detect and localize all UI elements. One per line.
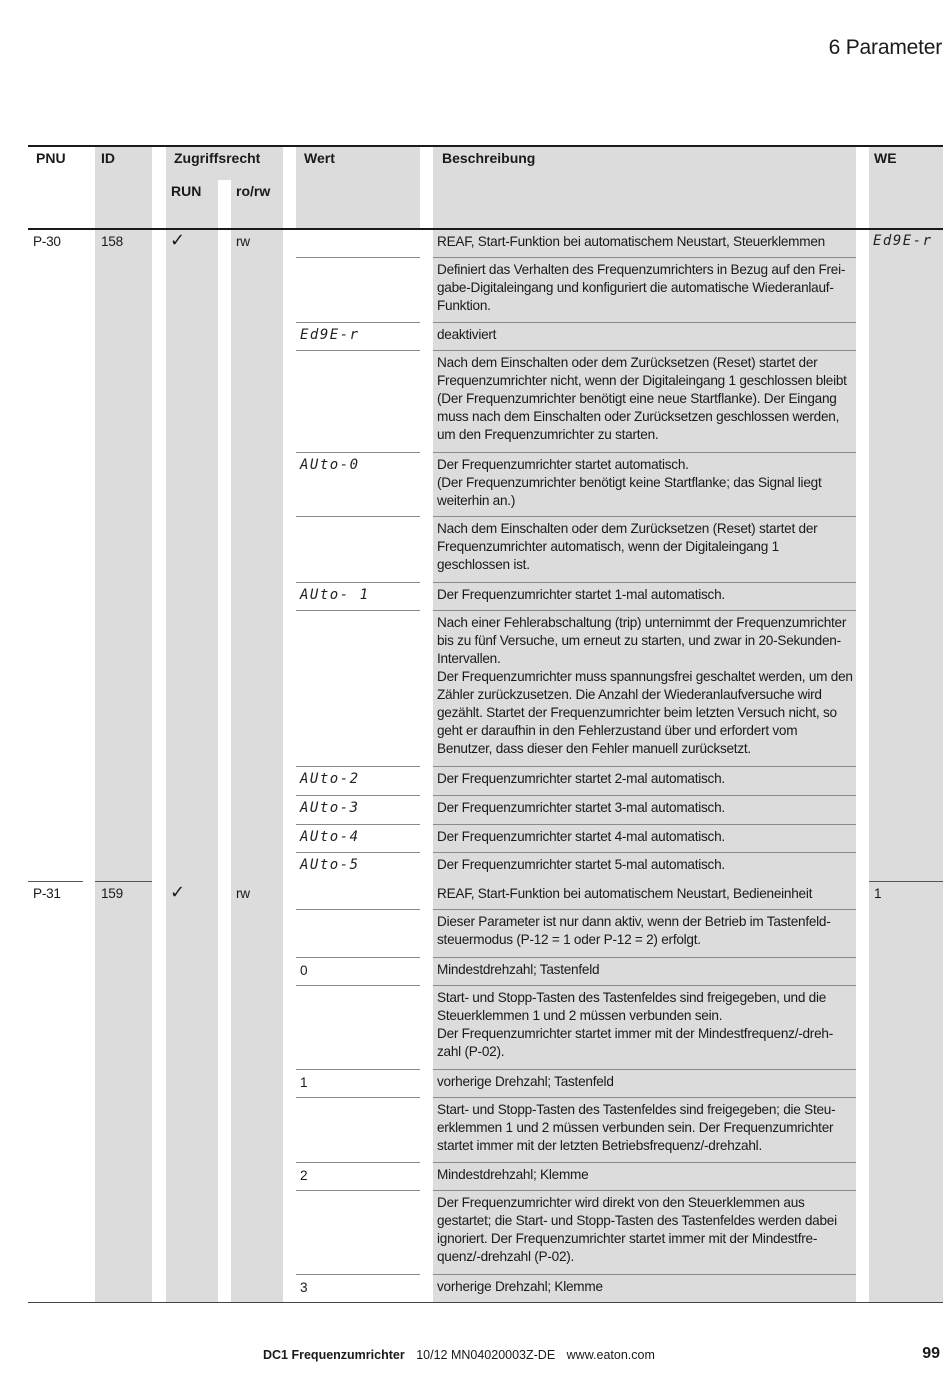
p30-row-value: AUto- 1 [300, 587, 370, 603]
p30-row-separator [433, 795, 856, 796]
p31-row-separator [433, 1190, 856, 1191]
p31-row-description: Start- und Stopp-Tasten des Tastenfeldes sind freigegeben; die Steu- erklemmen 1 und 2 müssen verbunden sein. Der Frequenzumrichter startet immer mit der letzten Betriebsfrequenz/-drehzahl. [437, 1102, 836, 1153]
p30-row-separator [296, 516, 420, 517]
header-rorw: ro/rw [236, 183, 271, 199]
chapter-title: 6 Parameter [828, 36, 942, 59]
header-id: ID [101, 150, 115, 166]
p31-row-description: Dieser Parameter ist nur dann aktiv, wenn der Betrieb im Tastenfeld- steuermodus (P-12 = 1 oder P-12 = 2) erfolgt. [437, 914, 831, 947]
p31-row-separator [433, 1274, 856, 1275]
p30-row-separator [296, 824, 420, 825]
p31-default-separator [869, 881, 943, 882]
page-number: 99 [922, 1345, 940, 1362]
p30-row-description: Definiert das Verhalten des Frequenzumrichters in Bezug auf den Frei- gabe-Digitaleingang und konfiguriert die automatische Wiederanlauf- Funktion. [437, 262, 846, 313]
p30-row-separator [433, 766, 856, 767]
p30-row-separator [433, 852, 856, 853]
p31-rorw: rw [236, 886, 250, 901]
p30-row-separator [433, 350, 856, 351]
p31-row-separator [433, 909, 856, 910]
p30-pnu: P-30 [33, 234, 61, 249]
p30-row-value: AUto-2 [300, 771, 360, 787]
p30-row-description: Der Frequenzumrichter startet automatisch. (Der Frequenzumrichter benötigt keine Startflanke; das Signal liegt weiterhin an.) [437, 457, 822, 508]
p31-row-separator [433, 957, 856, 958]
p31-row-separator [296, 909, 420, 910]
p30-row-value: AUto-5 [300, 857, 360, 873]
p31-id: 159 [101, 886, 123, 901]
p30-row-separator [296, 322, 420, 323]
p30-row-separator [433, 322, 856, 323]
p30-row-description: Nach einer Fehlerabschaltung (trip) unternimmt der Frequenzumrichter bis zu fünf Versuche, um erneut zu starten, und zwar in 20-Sekunden- Intervallen. Der Frequenzumrichter muss spannungsfrei geschaltet werden, um den Zähler zurückzusetzen. Die Anzahl der Wiederanlaufversuche wird gezählt. Startet der Frequenzumrichter beim letzten Versuch nicht, so geht er daraufhin in den Fehlerzustand über und erfordert vom Benutzer, dass dieser den Fehler manuell zurücksetzt. [437, 615, 853, 756]
p30-row-value: AUto-0 [300, 457, 360, 473]
p30-row-separator [433, 582, 856, 583]
header-bottom-rule [28, 228, 943, 230]
footer [263, 1348, 655, 1362]
p30-id: 158 [101, 234, 123, 249]
p30-row-value: AUto-4 [300, 829, 360, 845]
header-default: WE [874, 150, 897, 166]
p31-row-separator [296, 1162, 420, 1163]
p31-row-value: 0 [300, 963, 308, 978]
p31-row-description: Mindestdrehzahl; Tastenfeld [437, 962, 600, 977]
p30-row-description: deaktiviert [437, 327, 497, 342]
p31-pnu-separator [28, 881, 83, 882]
p30-row-value: AUto-3 [300, 800, 360, 816]
p31-row-separator [296, 1097, 420, 1098]
p30-row-separator [296, 852, 420, 853]
p31-pnu: P-31 [33, 886, 61, 901]
p30-row-separator [433, 516, 856, 517]
p30-row-description: REAF, Start-Funktion bei automatischem Neustart, Steuerklemmen [437, 234, 825, 249]
p31-row-separator [433, 985, 856, 986]
p31-row-description: vorherige Drehzahl; Tastenfeld [437, 1074, 614, 1089]
p31-row-separator [296, 957, 420, 958]
p31-row-description: Mindestdrehzahl; Klemme [437, 1167, 589, 1182]
p30-row-description: Der Frequenzumrichter startet 2-mal automatisch. [437, 771, 725, 786]
p30-row-separator [433, 452, 856, 453]
header-pnu: PNU [36, 150, 66, 166]
id-column-bg [95, 146, 152, 1303]
p30-rorw: rw [236, 234, 250, 249]
p31-row-value: 3 [300, 1280, 308, 1295]
p31-id-separator [95, 881, 152, 882]
p31-row-value: 2 [300, 1168, 308, 1183]
p31-run-check-icon: ✓ [170, 882, 186, 902]
p31-default-value: 1 [874, 886, 882, 901]
p30-row-description: Der Frequenzumrichter startet 5-mal automatisch. [437, 857, 725, 872]
p30-row-separator [296, 766, 420, 767]
default-column-bg [869, 146, 943, 1303]
p30-row-separator [433, 257, 856, 258]
p30-row-description: Der Frequenzumrichter startet 3-mal automatisch. [437, 800, 725, 815]
p30-row-description: Der Frequenzumrichter startet 1-mal automatisch. [437, 587, 725, 602]
p30-row-separator [296, 582, 420, 583]
p30-row-separator [296, 350, 420, 351]
p31-row-separator [433, 1162, 856, 1163]
p30-row-description: Nach dem Einschalten oder dem Zurücksetzen (Reset) startet der Frequenzumrichter automatisch, wenn der Digitaleingang 1 geschlossen ist. [437, 521, 818, 572]
header-value: Wert [304, 150, 335, 166]
footer-url: www.eaton.com [566, 1348, 655, 1362]
p31-row-separator [433, 1069, 856, 1070]
p31-row-separator [433, 1097, 856, 1098]
p31-row-separator [296, 1069, 420, 1070]
p31-row-separator [296, 1274, 420, 1275]
p30-row-separator [296, 257, 420, 258]
run-column-bg [166, 146, 218, 1303]
footer-doc: 10/12 MN04020003Z-DE [416, 1348, 556, 1362]
p30-row-separator [296, 795, 420, 796]
p30-row-separator [433, 824, 856, 825]
p30-row-separator [296, 452, 420, 453]
p30-row-separator [296, 610, 420, 611]
rorw-column-bg [231, 146, 283, 1303]
p30-default-value: Ed9E-r [873, 233, 933, 249]
header-description: Beschreibung [442, 150, 536, 166]
p31-row-separator [296, 985, 420, 986]
p31-row-description: Der Frequenzumrichter wird direkt von den Steuerklemmen aus gestartet; die Start- und Stopp-Tasten des Tastenfeldes werden dabei ignoriert. Der Frequenzumrichter startet immer mit der Mindestfre- quenz/-drehzahl (P-02). [437, 1195, 837, 1264]
footer-product: DC1 Frequenzumrichter [263, 1348, 405, 1362]
header-run: RUN [171, 183, 202, 199]
header-access: Zugriffsrecht [174, 150, 261, 166]
p31-row-description: vorherige Drehzahl; Klemme [437, 1279, 603, 1294]
p31-row-description: REAF, Start-Funktion bei automatischem Neustart, Bedieneinheit [437, 886, 813, 901]
p31-row-separator [296, 1190, 420, 1191]
p30-row-description: Der Frequenzumrichter startet 4-mal automatisch. [437, 829, 725, 844]
header-top-rule [28, 145, 943, 147]
p30-row-description: Nach dem Einschalten oder dem Zurücksetzen (Reset) startet der Frequenzumrichter nicht, wenn der Digitaleingang 1 geschlossen bleibt (Der Frequenzumrichter benötigt eine neue Startflanke). Der Eingang muss nach dem Einschalten oder Zurücksetzen geschlossen werden, um den Frequenzumrichter zu starten. [437, 355, 847, 442]
p30-row-separator [433, 610, 856, 611]
table-bottom-rule [28, 1302, 943, 1303]
p31-row-value: 1 [300, 1075, 308, 1090]
p30-run-check-icon: ✓ [170, 230, 186, 250]
p31-row-description: Start- und Stopp-Tasten des Tastenfeldes sind freigegeben, und die Steuerklemmen 1 und 2 müssen verbunden sein. Der Frequenzumrichter startet immer mit der Mindestfrequenz/-dreh- zahl (P-02). [437, 990, 833, 1059]
p30-row-value: Ed9E-r [300, 327, 360, 343]
